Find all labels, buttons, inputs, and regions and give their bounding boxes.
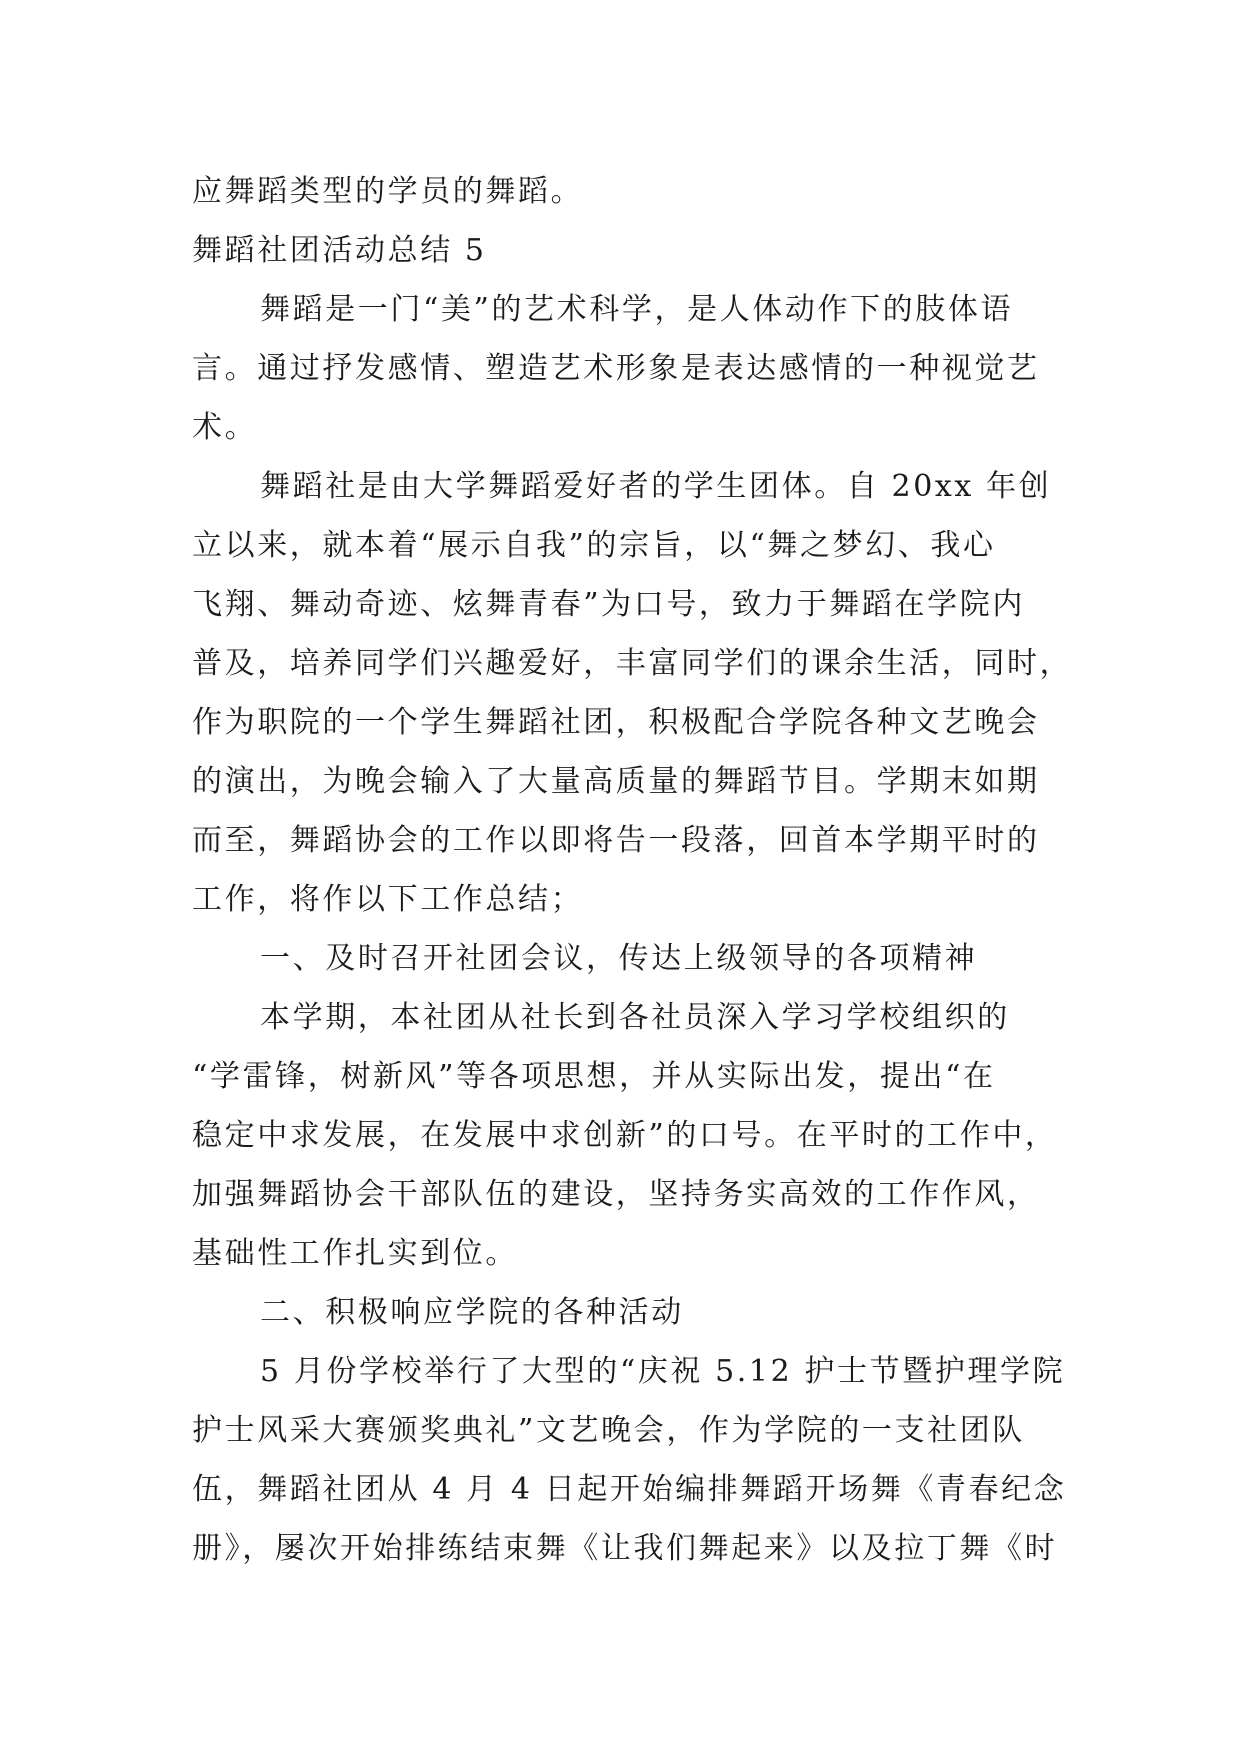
text-line: 的演出，为晚会输入了大量高质量的舞蹈节目。学期末如期 xyxy=(192,764,1040,799)
subsection-heading: 一、及时召开社团会议，传达上级领导的各项精神 xyxy=(260,941,978,976)
subsection-heading: 二、积极响应学院的各种活动 xyxy=(260,1295,684,1330)
text-line: 舞蹈社是由大学舞蹈爱好者的学生团体。自 20xx 年创 xyxy=(260,469,1052,504)
text-line: 伍，舞蹈社团从 4 月 4 日起开始编排舞蹈开场舞《青春纪念 xyxy=(192,1472,1067,1507)
text-line: 作为职院的一个学生舞蹈社团，积极配合学院各种文艺晚会 xyxy=(192,705,1040,740)
text-line: 而至，舞蹈协会的工作以即将告一段落，回首本学期平时的 xyxy=(192,823,1040,858)
text-line: 立以来，就本着“展示自我”的宗旨，以“舞之梦幻、我心 xyxy=(192,528,996,563)
text-line: 普及，培养同学们兴趣爱好，丰富同学们的课余生活，同时， xyxy=(192,646,1073,681)
text-line: 加强舞蹈协会干部队伍的建设，坚持务实高效的工作作风， xyxy=(192,1177,1040,1212)
text-line: “学雷锋，树新风”等各项思想，并从实际出发，提出“在 xyxy=(192,1059,996,1094)
text-line: 言。通过抒发感情、塑造艺术形象是表达感情的一种视觉艺 xyxy=(192,351,1040,386)
text-line: 飞翔、舞动奇迹、炫舞青春”为口号，致力于舞蹈在学院内 xyxy=(192,587,1025,622)
text-line: 5 月份学校举行了大型的“庆祝 5.12 护士节暨护理学院 xyxy=(260,1354,1066,1389)
text-line: 稳定中求发展，在发展中求创新”的口号。在平时的工作中， xyxy=(192,1118,1058,1153)
text-line: 册》，屡次开始排练结束舞《让我们舞起来》以及拉丁舞《时 xyxy=(192,1531,1058,1566)
section-title: 舞蹈社团活动总结 5 xyxy=(192,233,487,268)
text-line: 术。 xyxy=(192,410,258,445)
text-line: 护士风采大赛颁奖典礼”文艺晚会，作为学院的一支社团队 xyxy=(192,1413,1025,1448)
document-body xyxy=(192,162,1072,1578)
text-line: 基础性工作扎实到位。 xyxy=(192,1236,518,1271)
text-line: 工作，将作以下工作总结； xyxy=(192,882,584,917)
text-line: 本学期，本社团从社长到各社员深入学习学校组织的 xyxy=(260,1000,1010,1035)
text-line: 舞蹈是一门“美”的艺术科学，是人体动作下的肢体语 xyxy=(260,292,1014,327)
text-line: 应舞蹈类型的学员的舞蹈。 xyxy=(192,174,584,209)
